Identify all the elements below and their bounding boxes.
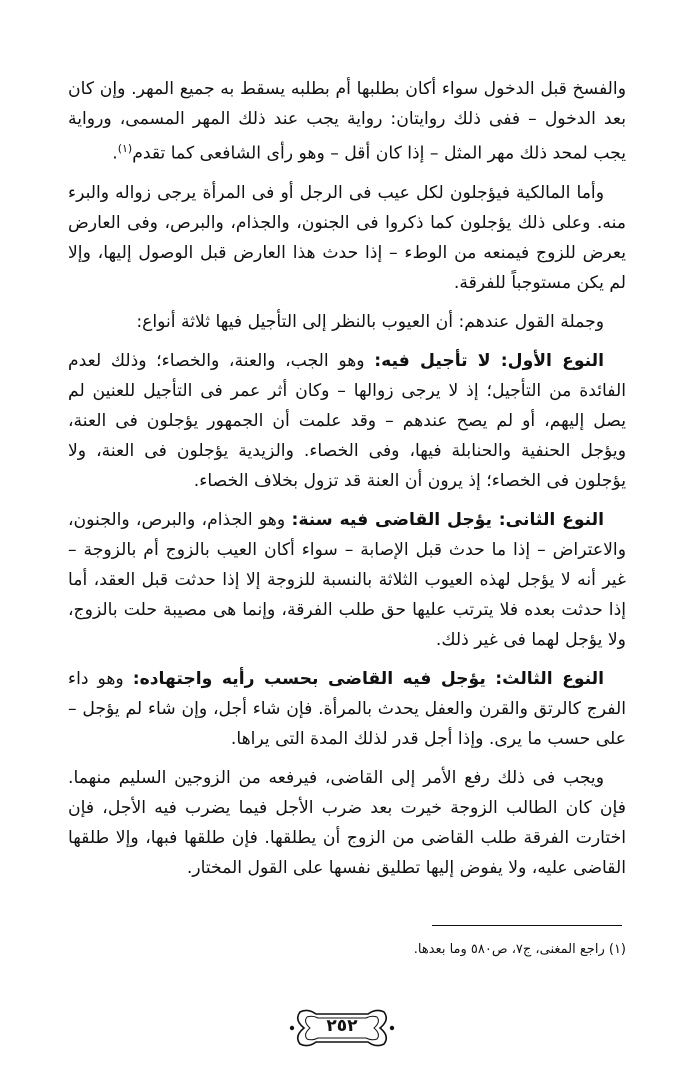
paragraph-5-text: وهو الجذام، والبرص، والجنون، والاعتراض – إذا ما حدث قبل الإصابة – سواء أكان العيب بالزوج أم بالزوجة – غير أنه لا يؤجل لهذه العيوب الثلاثة بالنسبة للزوجة إلا إذا حدثت قبل العقد، أما إذا حدثت بعده فلا يترتب عليها حق طلب الفرقة، وإنما هى مصيبة حلت بالزوج، ولا يؤجل لهما فى غير ذلك.: [68, 509, 626, 650]
paragraph-7-text: ويجب فى ذلك رفع الأمر إلى القاضى، فيرفعه من الزوجين السليم منهما. فإن كان الطالب الزوجة خيرت بعد ضرب الأجل فيما يضرب فيه الأجل، فإن اختارت الفرقة طلب القاضى من الزوج أن يطلقها. فإن طلقها فبها، وإلا طلقها القاضى عليه، ولا يفوض إليها تطليق نفسها على القول المختار.: [68, 767, 626, 878]
paragraph-4: [68, 346, 626, 496]
page-number: ٢٥٢: [326, 1016, 358, 1036]
paragraph-6: [68, 664, 626, 754]
paragraph-6-text: وهو داء الفرج كالرتق والقرن والعفل يحدث بالمرأة. فإن شاء أجل، وإن شاء لم يؤجل – على حسب ما يرى. وإذا أجل قدر لذلك المدة التى يراها.: [68, 668, 626, 749]
paragraph-1: [68, 74, 626, 169]
paragraph-2-text: وأما المالكية فيؤجلون لكل عيب فى الرجل أو فى المرأة يرجى زواله والبرء منه. وعلى ذلك يؤجلون كما ذكروا فى الجنون، والجذام، والبرص، وفى العارض يعرض للزوج فيمنعه من الوطء – إذا حدث هذا العارض قبل الوصول إليها، وإلا لم يكن مستوجباً للفرقة.: [68, 182, 626, 293]
footnote: (١) راجع المغنى، ج٧، ص٥٨٠ وما بعدها.: [413, 942, 626, 957]
page-number-ornament: [286, 1006, 398, 1050]
footnote-ref: (١): [117, 142, 133, 155]
type-1-heading: النوع الأول: لا تأجيل فيه:: [374, 350, 604, 371]
paragraph-4-text: وهو الجب، والعنة، والخصاء؛ وذلك لعدم الفائدة من التأجيل؛ إذ لا يرجى زوالها – وكان أثر عمر فى التأجيل للعنين لم يصل إليهم، أو لم يصح عندهم – وقد علمت أن الجمهور يؤجلون فى العنة، ويؤجل الحنفية والحنابلة فيها، وفى الخصاء. والزيدية يؤجلون فى العنة، ولا يؤجلون فى الخصاء؛ إذ يرون أن العنة قد تزول بخلاف الخصاء.: [68, 350, 626, 491]
paragraph-3: [68, 307, 626, 337]
body-text: [68, 74, 626, 883]
paragraph-3-text: وجملة القول عندهم: أن العيوب بالنظر إلى التأجيل فيها ثلاثة أنواع:: [136, 311, 604, 332]
footnote-divider: [432, 925, 622, 926]
paragraph-5: [68, 505, 626, 655]
paragraph-1-text: والفسخ قبل الدخول سواء أكان بطلبها أم بطلبه يسقط به جميع المهر. وإن كان بعد الدخول – ففى ذلك روايتان: رواية يجب عند ذلك المهر المسمى، ورواية يجب لمحد ذلك مهر المثل – إذا كان أقل – وهو رأى الشافعى كما تقدم: [68, 79, 626, 164]
type-2-heading: النوع الثانى: يؤجل القاضى فيه سنة:: [291, 509, 604, 530]
paragraph-2: [68, 178, 626, 298]
paragraph-1-tail: .: [112, 143, 118, 164]
paragraph-7: [68, 763, 626, 883]
type-3-heading: النوع الثالث: يؤجل فيه القاضى بحسب رأيه واجتهاده:: [132, 668, 604, 689]
